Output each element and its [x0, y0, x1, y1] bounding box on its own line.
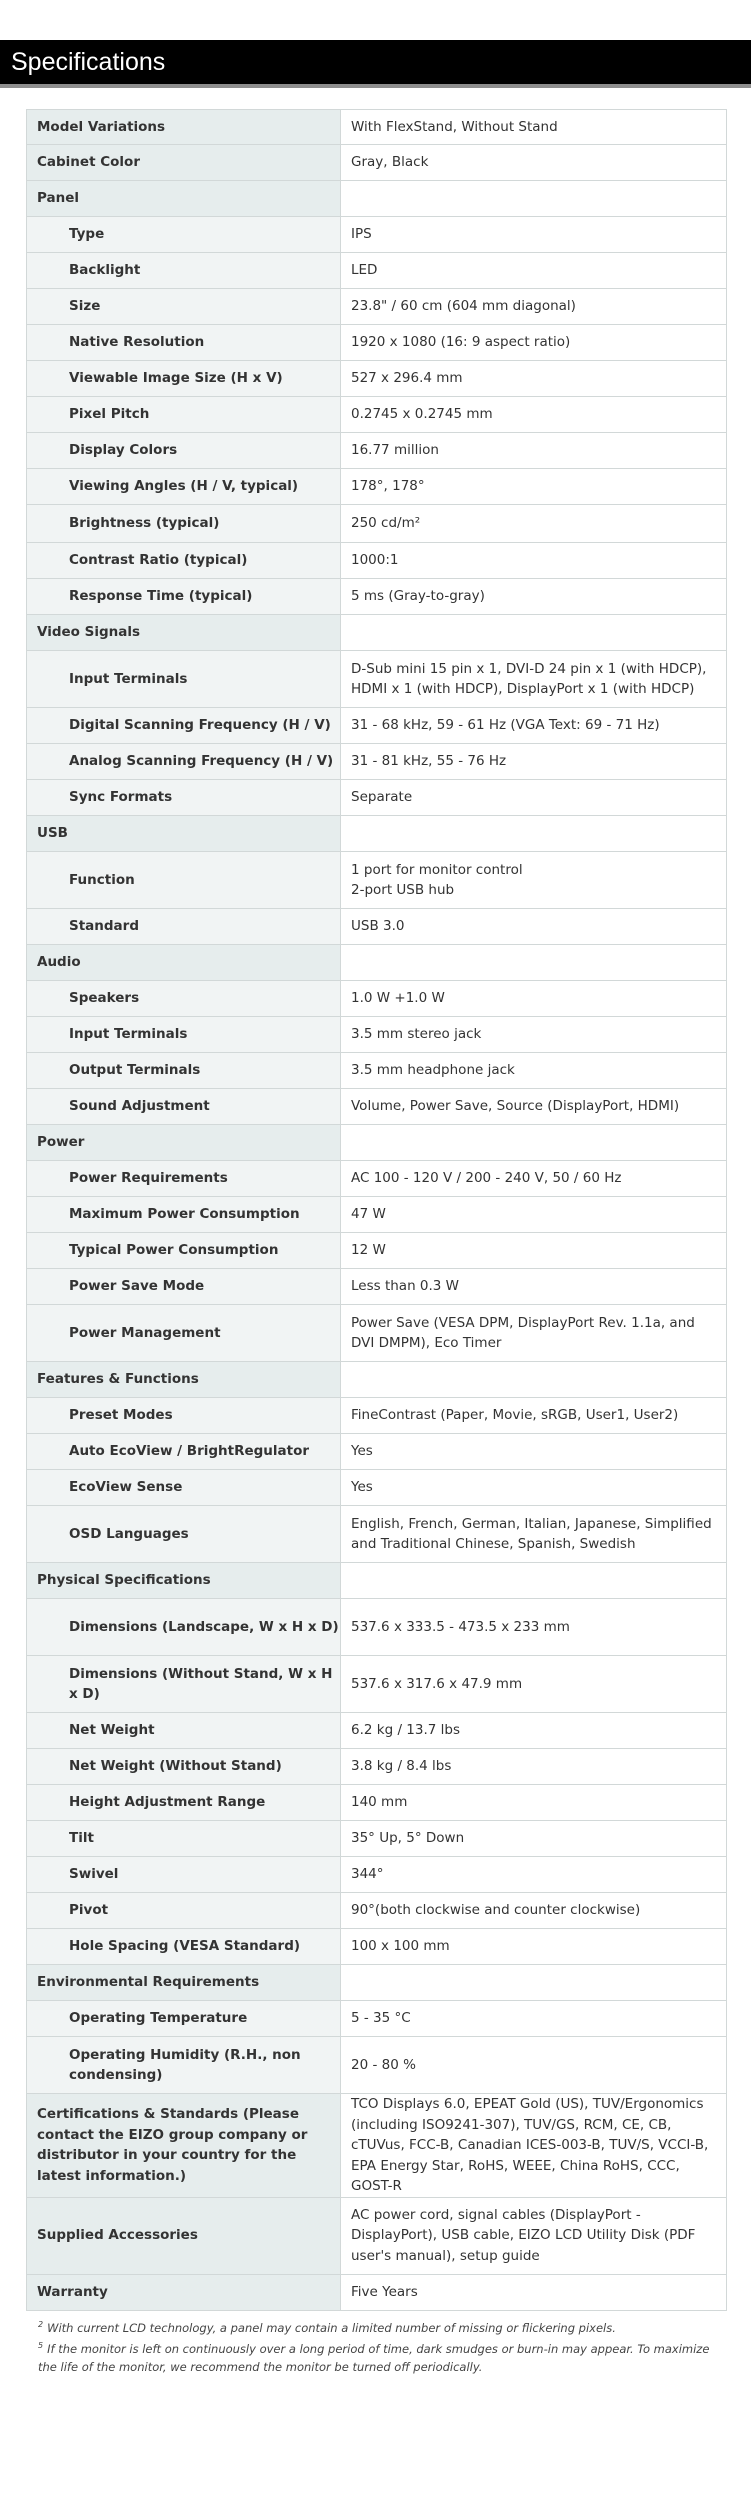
spec-category-label: Physical Specifications	[27, 1563, 341, 1599]
spec-row	[27, 1434, 727, 1470]
spec-value: 5 - 35 °C	[341, 2001, 727, 2037]
spec-value	[341, 615, 727, 651]
spec-label: Net Weight	[27, 1713, 341, 1749]
footnotes	[38, 2316, 728, 2376]
spec-label: Viewable Image Size (H x V)	[27, 361, 341, 397]
spec-category-label: Supplied Accessories	[27, 2197, 341, 2274]
spec-row	[27, 1362, 727, 1398]
spec-value	[341, 1965, 727, 2001]
spec-label: Maximum Power Consumption	[27, 1197, 341, 1233]
spec-label: Net Weight (Without Stand)	[27, 1749, 341, 1785]
spec-row	[27, 1233, 727, 1269]
spec-value: Less than 0.3 W	[341, 1269, 727, 1305]
spec-value: LED	[341, 253, 727, 289]
specifications-table	[26, 109, 727, 2311]
spec-value: Yes	[341, 1470, 727, 1506]
spec-row	[27, 325, 727, 361]
spec-value: 100 x 100 mm	[341, 1929, 727, 1965]
spec-row	[27, 2274, 727, 2310]
spec-row	[27, 1305, 727, 1362]
spec-row	[27, 579, 727, 615]
spec-row	[27, 397, 727, 433]
spec-row	[27, 1785, 727, 1821]
spec-row	[27, 1713, 727, 1749]
spec-value: 537.6 x 333.5 - 473.5 x 233 mm	[341, 1599, 727, 1656]
spec-label: Height Adjustment Range	[27, 1785, 341, 1821]
spec-row	[27, 816, 727, 852]
spec-label: Analog Scanning Frequency (H / V)	[27, 744, 341, 780]
spec-row	[27, 1893, 727, 1929]
spec-value: 1 port for monitor control 2-port USB hub	[341, 852, 727, 909]
spec-value	[341, 1125, 727, 1161]
spec-value: AC power cord, signal cables (DisplayPort - DisplayPort), USB cable, EIZO LCD Utility Disk (PDF user's manual), setup guide	[341, 2197, 727, 2274]
spec-category-label: Panel	[27, 181, 341, 217]
spec-label: Sound Adjustment	[27, 1089, 341, 1125]
spec-value	[341, 181, 727, 217]
spec-value: 31 - 68 kHz, 59 - 61 Hz (VGA Text: 69 - 71 Hz)	[341, 708, 727, 744]
spec-value: Separate	[341, 780, 727, 816]
footnote-mark: 5	[38, 2340, 44, 2350]
spec-row	[27, 1053, 727, 1089]
spec-value: 47 W	[341, 1197, 727, 1233]
spec-value: FineContrast (Paper, Movie, sRGB, User1, User2)	[341, 1398, 727, 1434]
spec-value: 1.0 W +1.0 W	[341, 981, 727, 1017]
spec-label: Input Terminals	[27, 651, 341, 708]
footnote	[38, 2316, 728, 2337]
spec-row	[27, 1197, 727, 1233]
spec-category-label: Video Signals	[27, 615, 341, 651]
spec-row	[27, 1599, 727, 1656]
spec-label: EcoView Sense	[27, 1470, 341, 1506]
spec-value	[341, 1563, 727, 1599]
spec-label: Output Terminals	[27, 1053, 341, 1089]
spec-value: With FlexStand, Without Stand	[341, 110, 727, 145]
spec-value: 6.2 kg / 13.7 lbs	[341, 1713, 727, 1749]
spec-row	[27, 1965, 727, 2001]
spec-row	[27, 1929, 727, 1965]
spec-row	[27, 1656, 727, 1713]
spec-label: Response Time (typical)	[27, 579, 341, 615]
spec-label: Pivot	[27, 1893, 341, 1929]
spec-row	[27, 543, 727, 579]
spec-row	[27, 2001, 727, 2037]
spec-value: Gray, Black	[341, 145, 727, 181]
spec-row	[27, 1857, 727, 1893]
spec-value: Five Years	[341, 2274, 727, 2310]
spec-label: Backlight	[27, 253, 341, 289]
spec-row	[27, 469, 727, 505]
spec-row	[27, 909, 727, 945]
spec-label: Power Management	[27, 1305, 341, 1362]
spec-label: Typical Power Consumption	[27, 1233, 341, 1269]
spec-label: Sync Formats	[27, 780, 341, 816]
spec-row	[27, 289, 727, 325]
spec-row	[27, 361, 727, 397]
spec-value: 0.2745 x 0.2745 mm	[341, 397, 727, 433]
spec-label: Pixel Pitch	[27, 397, 341, 433]
spec-label: Input Terminals	[27, 1017, 341, 1053]
spec-row	[27, 651, 727, 708]
spec-row	[27, 110, 727, 145]
spec-label: Tilt	[27, 1821, 341, 1857]
spec-row	[27, 1470, 727, 1506]
section-header	[0, 40, 751, 88]
spec-label: Function	[27, 852, 341, 909]
spec-value	[341, 816, 727, 852]
spec-table-body	[27, 110, 727, 2311]
spec-label: Swivel	[27, 1857, 341, 1893]
spec-row	[27, 2197, 727, 2274]
spec-row	[27, 145, 727, 181]
spec-label: Brightness (typical)	[27, 505, 341, 543]
spec-value: 5 ms (Gray-to-gray)	[341, 579, 727, 615]
spec-category-label: Cabinet Color	[27, 145, 341, 181]
spec-value: 31 - 81 kHz, 55 - 76 Hz	[341, 744, 727, 780]
spec-category-label: Audio	[27, 945, 341, 981]
spec-row	[27, 615, 727, 651]
spec-row	[27, 1017, 727, 1053]
spec-value	[341, 1362, 727, 1398]
spec-value: 3.5 mm stereo jack	[341, 1017, 727, 1053]
spec-value: 250 cd/m²	[341, 505, 727, 543]
spec-row	[27, 181, 727, 217]
spec-label: Type	[27, 217, 341, 253]
spec-row	[27, 1821, 727, 1857]
spec-label: Operating Temperature	[27, 2001, 341, 2037]
spec-label: OSD Languages	[27, 1506, 341, 1563]
spec-row	[27, 852, 727, 909]
spec-row	[27, 981, 727, 1017]
spec-label: Contrast Ratio (typical)	[27, 543, 341, 579]
spec-category-label: Features & Functions	[27, 1362, 341, 1398]
spec-value: AC 100 - 120 V / 200 - 240 V, 50 / 60 Hz	[341, 1161, 727, 1197]
page-title: Specifications	[11, 48, 166, 76]
spec-category-label: Environmental Requirements	[27, 1965, 341, 2001]
spec-label: Speakers	[27, 981, 341, 1017]
spec-row	[27, 744, 727, 780]
spec-value: Volume, Power Save, Source (DisplayPort, HDMI)	[341, 1089, 727, 1125]
spec-row	[27, 1398, 727, 1434]
spec-value: 20 - 80 %	[341, 2037, 727, 2094]
spec-value: 16.77 million	[341, 433, 727, 469]
spec-row	[27, 2037, 727, 2094]
spec-row	[27, 708, 727, 744]
spec-value: 12 W	[341, 1233, 727, 1269]
spec-row	[27, 780, 727, 816]
footnote-text: If the monitor is left on continuously over a long period of time, dark smudges or burn-in may appear. To maximize the life of the monitor, we recommend the monitor be turned off periodically.	[38, 2341, 710, 2374]
spec-value: Yes	[341, 1434, 727, 1470]
spec-label: Power Requirements	[27, 1161, 341, 1197]
spec-category-label: Model Variations	[27, 110, 341, 145]
spec-row	[27, 1089, 727, 1125]
spec-row	[27, 505, 727, 543]
spec-value: Power Save (VESA DPM, DisplayPort Rev. 1.1a, and DVI DMPM), Eco Timer	[341, 1305, 727, 1362]
spec-value: TCO Displays 6.0, EPEAT Gold (US), TUV/Ergonomics (including ISO9241-307), TUV/GS, RCM, CE, CB, cTUVus, FCC-B, Canadian ICES-003-B, TUV/S, VCCI-B, EPA Energy Star, RoHS, WEEE, China RoHS, CCC, GOST-R	[341, 2094, 727, 2198]
spec-label: Auto EcoView / BrightRegulator	[27, 1434, 341, 1470]
footnote-mark: 2	[38, 2320, 44, 2329]
spec-label: Dimensions (Without Stand, W x H x D)	[27, 1656, 341, 1713]
spec-row	[27, 433, 727, 469]
spec-value: 527 x 296.4 mm	[341, 361, 727, 397]
spec-value: D-Sub mini 15 pin x 1, DVI-D 24 pin x 1 (with HDCP), HDMI x 1 (with HDCP), DisplayPort x 1 (with HDCP)	[341, 651, 727, 708]
footnote-text: With current LCD technology, a panel may contain a limited number of missing or flickering pixels.	[47, 2320, 616, 2335]
spec-label: Size	[27, 289, 341, 325]
spec-value	[341, 945, 727, 981]
spec-value: 3.5 mm headphone jack	[341, 1053, 727, 1089]
spec-label: Display Colors	[27, 433, 341, 469]
spec-category-label: Power	[27, 1125, 341, 1161]
spec-value: 344°	[341, 1857, 727, 1893]
spec-row	[27, 945, 727, 981]
spec-row	[27, 253, 727, 289]
spec-value: 537.6 x 317.6 x 47.9 mm	[341, 1656, 727, 1713]
spec-value: 1000:1	[341, 543, 727, 579]
spec-value: 35° Up, 5° Down	[341, 1821, 727, 1857]
spec-category-label: Certifications & Standards (Please contact the EIZO group company or distributor in your country for the latest information.)	[27, 2094, 341, 2198]
spec-category-label: USB	[27, 816, 341, 852]
footnote	[38, 2337, 728, 2376]
spec-value: USB 3.0	[341, 909, 727, 945]
spec-row	[27, 1125, 727, 1161]
spec-value: 90°(both clockwise and counter clockwise)	[341, 1893, 727, 1929]
spec-value: IPS	[341, 217, 727, 253]
spec-row	[27, 217, 727, 253]
spec-label: Viewing Angles (H / V, typical)	[27, 469, 341, 505]
spec-value: 23.8" / 60 cm (604 mm diagonal)	[341, 289, 727, 325]
spec-row	[27, 2094, 727, 2198]
spec-row	[27, 1563, 727, 1599]
spec-value: 140 mm	[341, 1785, 727, 1821]
spec-label: Digital Scanning Frequency (H / V)	[27, 708, 341, 744]
spec-row	[27, 1506, 727, 1563]
spec-value: 1920 x 1080 (16: 9 aspect ratio)	[341, 325, 727, 361]
spec-label: Native Resolution	[27, 325, 341, 361]
spec-value: English, French, German, Italian, Japanese, Simplified and Traditional Chinese, Spanish, Swedish	[341, 1506, 727, 1563]
spec-label: Preset Modes	[27, 1398, 341, 1434]
spec-row	[27, 1269, 727, 1305]
spec-row	[27, 1161, 727, 1197]
spec-value: 3.8 kg / 8.4 lbs	[341, 1749, 727, 1785]
spec-row	[27, 1749, 727, 1785]
spec-label: Hole Spacing (VESA Standard)	[27, 1929, 341, 1965]
spec-label: Operating Humidity (R.H., non condensing)	[27, 2037, 341, 2094]
spec-value: 178°, 178°	[341, 469, 727, 505]
spec-label: Dimensions (Landscape, W x H x D)	[27, 1599, 341, 1656]
spec-label: Standard	[27, 909, 341, 945]
spec-label: Power Save Mode	[27, 1269, 341, 1305]
spec-category-label: Warranty	[27, 2274, 341, 2310]
